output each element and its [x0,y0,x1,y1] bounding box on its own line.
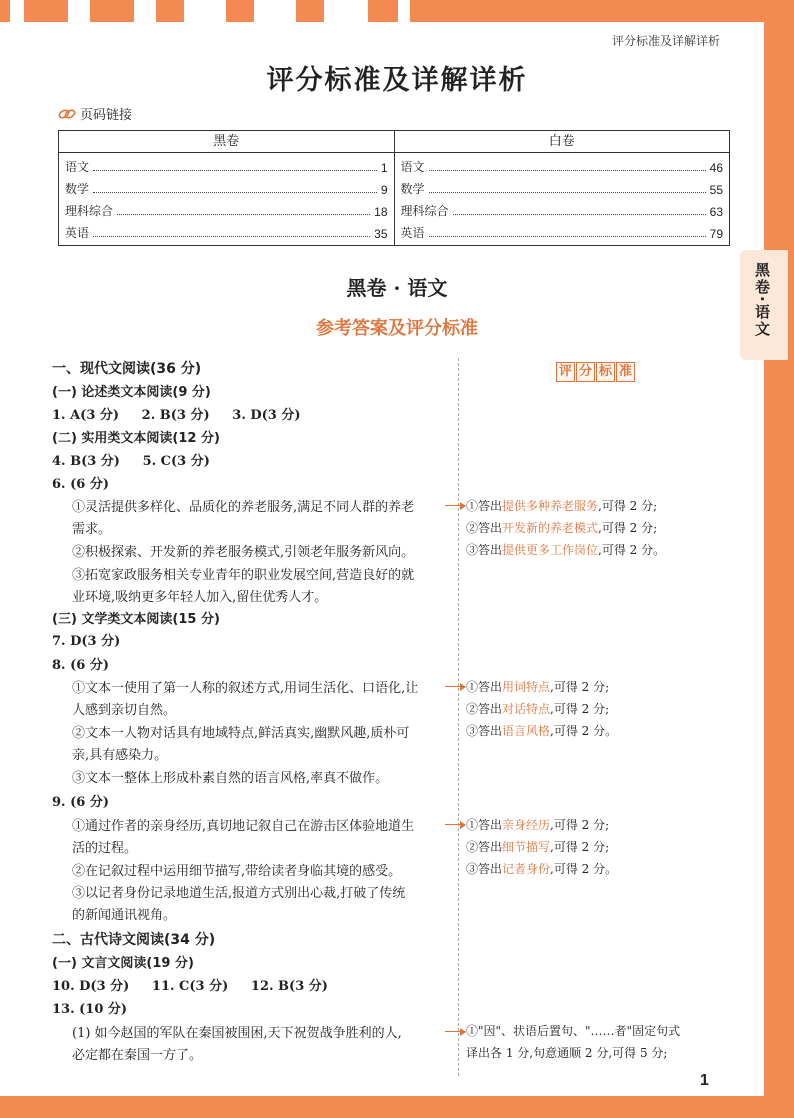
scoring-keyword: 开发新的养老模式 [502,521,599,535]
toc-item-name: 英语 [65,226,90,240]
toc-item-page: 18 [374,205,388,219]
question-number: 8. (6 分) [52,658,109,673]
toc-item[interactable] [59,197,394,219]
toc-item-name: 数学 [400,182,425,196]
scoring-keyword: 记者身份 [502,862,551,876]
scoring-item: ①答出亲身经历,可得 2 分; [466,818,610,832]
answer-text: 需求。 [72,522,112,537]
toc-item-page: 9 [380,183,388,197]
answer-text: ③拓宽家政服务相关专业青年的职业发展空间,营造良好的就 [72,568,415,583]
scoring-item: ③答出提供更多工作岗位,可得 2 分。 [466,543,666,557]
answer-line: 1. A(3 分) 2. B(3 分) 3. D(3 分) [52,408,301,423]
toc-item-name: 语文 [65,160,90,174]
answer-text: 活的过程。 [72,841,138,856]
answer-text: 的新闻通讯视角。 [72,908,177,923]
link-icon [58,108,76,120]
scoring-keyword: 用词特点 [502,680,551,694]
toc-item[interactable] [395,175,730,197]
subsection-heading: (二) 实用类文本阅读(12 分) [52,431,220,446]
column-divider [458,358,459,1076]
scoring-item: ②答出对话特点,可得 2 分; [466,702,610,716]
part-heading: 二、古代诗文阅读(34 分) [52,932,216,948]
answer-line: 10. D(3 分) 11. C(3 分) 12. B(3 分) [52,979,328,994]
page-title: 评分标准及详解详析 [266,65,528,96]
toc-item-page: 63 [709,205,723,219]
toc-black-heading: 黑卷 [59,131,394,153]
scoring-keyword: 语言风格 [502,724,551,738]
answer-text: 业环境,吸纳更多年轻人加入,留住优秀人才。 [72,590,328,605]
scoring-item: ①答出用词特点,可得 2 分; [466,680,610,694]
arrow-connector [445,686,465,687]
toc-item-name: 理科综合 [65,204,114,218]
page-link-label: 页码链接 [80,108,133,123]
toc-item-name: 英语 [400,226,425,240]
side-tab-label: 黑卷·语文 [753,262,771,338]
scoring-item: ②答出开发新的养老模式,可得 2 分; [466,521,658,535]
badge-char: 标 [596,362,615,382]
toc-item-page: 55 [709,183,723,197]
answer-text: 亲,具有感染力。 [72,748,168,763]
toc-item-page: 35 [374,227,388,241]
badge-char: 准 [616,362,635,382]
toc-item[interactable] [395,153,730,175]
toc-item[interactable] [59,153,394,175]
top-decor-band [410,0,794,22]
scoring-item: 译出各 1 分,句意通顺 2 分,可得 5 分; [466,1046,668,1060]
answer-text: (1) 如今赵国的军队在秦国被围困,天下祝贺战争胜利的人, [72,1026,402,1041]
answer-line: 7. D(3 分) [52,634,121,649]
answer-text: ①文本一使用了第一人称的叙述方式,用词生活化、口语化,让 [72,681,419,696]
question-number: 6. (6 分) [52,477,109,492]
arrow-connector [445,505,465,506]
scoring-keyword: 提供更多工作岗位 [502,543,599,557]
page-link-heading [58,104,132,123]
subsection-heading: (一) 论述类文本阅读(9 分) [52,385,211,400]
subsection-heading: (一) 文言文阅读(19 分) [52,956,194,971]
top-decor-strip [0,0,410,22]
toc-item[interactable] [59,219,394,241]
toc-item-name: 理科综合 [400,204,449,218]
page-number: 1 [700,1072,709,1089]
toc-item-page: 46 [709,161,723,175]
badge-char: 评 [556,362,575,382]
scoring-item: ③答出记者身份,可得 2 分。 [466,862,618,876]
page-index-table [58,130,730,246]
part-heading: 一、现代文阅读(36 分) [52,361,202,377]
toc-white-column [394,131,730,245]
answer-text: ①灵活提供多样化、品质化的养老服务,满足不同人群的养老 [72,500,415,515]
toc-item[interactable] [395,197,730,219]
toc-item[interactable] [395,219,730,241]
header-note: 评分标准及详解详析 [612,34,721,48]
toc-black-column [59,131,394,245]
toc-white-heading: 白卷 [395,131,730,153]
answer-text: ③文本一整体上形成朴素自然的语言风格,率真不做作。 [72,771,389,786]
answer-text: ③以记者身份记录地道生活,报道方式别出心裁,打破了传统 [72,886,406,901]
scoring-item: ①答出提供多种养老服务,可得 2 分; [466,499,658,513]
section-subtitle: 参考答案及评分标准 [316,318,478,339]
scoring-badge [556,362,635,382]
answer-text: 人感到亲切自然。 [72,703,177,718]
badge-char: 分 [576,362,595,382]
subsection-heading: (三) 文学类文本阅读(15 分) [52,612,220,627]
answer-text: ①通过作者的亲身经历,真切地记叙自己在游击区体验地道生 [72,819,415,834]
arrow-connector [445,824,465,825]
right-decor-band [764,0,794,1118]
scoring-item: ②答出细节描写,可得 2 分; [466,840,610,854]
side-tab [740,250,788,360]
scoring-keyword: 提供多种养老服务 [502,499,599,513]
scoring-keyword: 亲身经历 [502,818,551,832]
scoring-item: ①"因"、状语后置句、"……者"固定句式 [466,1024,681,1038]
arrow-connector [445,1031,465,1032]
scoring-keyword: 对话特点 [502,702,551,716]
answer-text: ②积极探索、开发新的养老服务模式,引领老年服务新风向。 [72,545,415,560]
toc-item-name: 数学 [65,182,90,196]
toc-item[interactable] [59,175,394,197]
answer-text: ②文本一人物对话具有地域特点,鲜活真实,幽默风趣,质朴可 [72,726,410,741]
toc-item-page: 1 [380,161,388,175]
answer-text: 必定都在秦国一方了。 [72,1048,203,1063]
question-number: 13. (10 分) [52,1002,128,1017]
toc-item-name: 语文 [400,160,425,174]
answer-text: ②在记叙过程中运用细节描写,带给读者身临其境的感受。 [72,864,402,879]
answer-line: 4. B(3 分) 5. C(3 分) [52,454,210,469]
scoring-keyword: 细节描写 [502,840,551,854]
toc-item-page: 79 [709,227,723,241]
question-number: 9. (6 分) [52,795,109,810]
bottom-decor-band [0,1096,794,1118]
section-title: 黑卷 · 语文 [346,276,448,300]
scoring-item: ③答出语言风格,可得 2 分。 [466,724,618,738]
